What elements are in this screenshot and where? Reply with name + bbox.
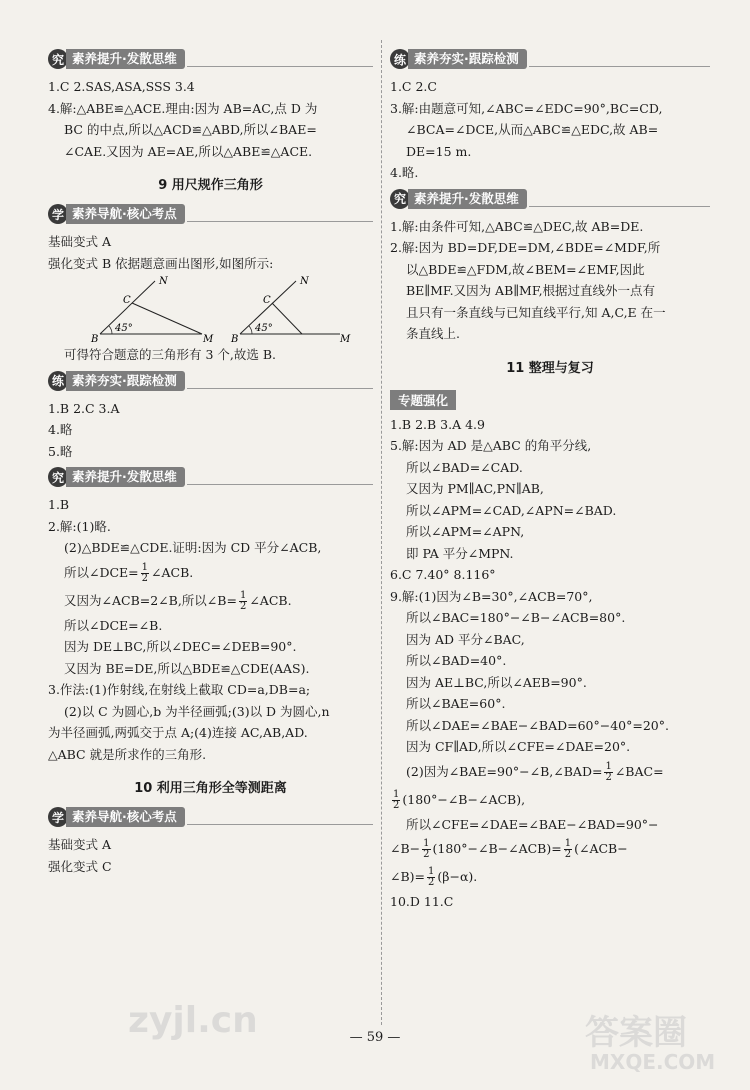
fraction: $\frac{1}{2}$ <box>605 760 612 783</box>
fraction: $\frac{1}{2}$ <box>239 589 247 612</box>
angle-label: 45° <box>255 323 273 334</box>
answer-line: 3.解:由题意可知,∠ABC=∠EDC=90°,BC=CD, <box>390 100 663 116</box>
answer-line: ∠B− $\frac{1}{2}$ (180°−∠B−∠ACB)= $\frac{1}{2}$ (∠ACB− <box>390 838 628 860</box>
answer-line: 10.D 11.C <box>390 894 454 909</box>
answer-line: 基础变式 A <box>48 234 112 249</box>
answer-line: 1.B 2.C 3.A <box>48 400 120 416</box>
header-label: 素养提升·发散思维 <box>66 49 185 69</box>
answer-line: BC 的中点,所以△ACD≌△ABD,所以∠BAE= <box>64 122 317 137</box>
answer-line: 1.B 2.B 3.A 4.9 <box>390 416 485 432</box>
fraction: $\frac{1}{2}$ <box>428 866 435 888</box>
point-label: B <box>231 334 239 342</box>
fraction: $\frac{1}{2}$ <box>423 838 430 860</box>
answer-line: 5.略 <box>48 443 73 459</box>
section-header-learn <box>48 203 373 225</box>
point-label: C <box>263 295 271 306</box>
point-label: N <box>300 276 309 287</box>
section-title-10: 10 利用三角形全等测距离 <box>134 781 287 796</box>
watermark-right-sub: MXQE.COM <box>590 1050 716 1074</box>
answer-line: 所以∠APM=∠APN, <box>406 524 525 539</box>
answer-line: 所以∠BAD=40°. <box>406 653 507 668</box>
header-label: 素养提升·发散思维 <box>408 189 527 209</box>
fraction: $\frac{1}{2}$ <box>564 838 572 860</box>
answer-line: BE∥MF.又因为 AB∥MF,根据过直线外一点有 <box>406 283 656 298</box>
badge-icon: 究 <box>48 49 68 69</box>
header-label: 素养提升·发散思维 <box>66 467 185 487</box>
answer-line: 2.解:因为 BD=DF,DE=DM,∠BDE=∠MDF,所 <box>390 240 661 255</box>
fraction: $\frac{1}{2}$ <box>393 788 400 811</box>
watermark-left: zyjl.cn <box>128 1000 258 1041</box>
answer-line: 因为 AD 平分∠BAC, <box>406 631 525 647</box>
header-label: 素养夯实·跟踪检测 <box>66 371 185 391</box>
answer-line: 基础变式 A <box>48 837 112 852</box>
answer-line: ∠B)= $\frac{1}{2}$ (β−α). <box>390 866 478 888</box>
header-label: 素养夯实·跟踪检测 <box>408 49 527 69</box>
point-label: N <box>159 276 168 287</box>
watermark-right: 答案圈 <box>585 1013 687 1053</box>
badge-icon: 究 <box>390 189 410 209</box>
answer-line: 9.解:(1)因为∠B=30°,∠ACB=70°, <box>390 588 593 604</box>
section-header-explore <box>390 188 710 210</box>
answer-line: DE=15 m. <box>406 143 472 159</box>
section-title-9: 9 用尺规作三角形 <box>158 178 263 193</box>
answer-line: $\frac{1}{2}$ (180°−∠B−∠ACB), <box>393 788 526 811</box>
answer-line: 所以∠DCE= $\frac{1}{2}$ ∠ACB. <box>64 561 194 584</box>
page-number: — 59 — <box>349 1030 401 1045</box>
answer-line: 因为 DE⊥BC,所以∠DEC=∠DEB=90°. <box>64 639 297 654</box>
answer-line: 2.解:(1)略. <box>48 518 111 534</box>
answer-line: ∠BCA=∠DCE,从而△ABC≌△EDC,故 AB= <box>406 122 659 137</box>
topic-header: 专题强化 <box>390 390 456 410</box>
answer-line: 又因为 BE=DE,所以△BDE≌△CDE(AAS). <box>64 660 310 676</box>
answer-line: 所以∠CFE=∠DAE=∠BAE−∠BAD=90°− <box>406 816 659 832</box>
answer-line: 即 PA 平分∠MPN. <box>406 545 514 561</box>
answer-line: ∠CAE.又因为 AE=AE,所以△ABE≌△ACE. <box>64 143 313 159</box>
answer-line: (2)因为∠BAE=90°−∠B,∠BAD= $\frac{1}{2}$ ∠BAC= <box>406 760 664 783</box>
answer-line: 为半径画弧,两弧交于点 A;(4)连接 AC,AB,AD. <box>48 725 308 740</box>
answer-line: 5.解:因为 AD 是△ABC 的角平分线, <box>390 438 592 453</box>
answer-line: 3.作法:(1)作射线,在射线上截取 CD=a,DB=a; <box>48 682 311 697</box>
point-label: M <box>203 334 214 342</box>
answer-line: 因为 CF∥AD,所以∠CFE=∠DAE=20°. <box>406 739 631 754</box>
badge-icon: 练 <box>390 49 410 69</box>
angle-label: 45° <box>115 323 133 334</box>
section-title-11: 11 整理与复习 <box>506 360 594 376</box>
answer-line: 且只有一条直线与已知直线平行,知 A,C,E 在一 <box>406 304 666 320</box>
header-label: 素养导航·核心考点 <box>66 204 185 224</box>
badge-icon: 学 <box>48 807 68 827</box>
point-label: B <box>91 334 99 342</box>
triangle-figure <box>60 276 360 342</box>
answer-line: 强化变式 C <box>48 858 112 874</box>
point-label: M <box>340 334 351 342</box>
answer-line: 所以∠APM=∠CAD,∠APN=∠BAD. <box>406 502 617 518</box>
badge-icon: 练 <box>48 371 68 391</box>
answer-line: 4.略. <box>390 165 419 180</box>
answer-line: 6.C 7.40° 8.116° <box>390 567 496 582</box>
answer-line: 1.B <box>48 497 70 512</box>
answer-line: (2)△BDE≌△CDE.证明:因为 CD 平分∠ACB, <box>64 540 322 555</box>
header-label: 素养导航·核心考点 <box>66 807 185 827</box>
right-column <box>390 44 710 913</box>
column-divider <box>381 40 382 1025</box>
fraction: $\frac{1}{2}$ <box>141 561 149 584</box>
badge-icon: 究 <box>48 467 68 487</box>
answer-line: 所以∠BAC=180°−∠B−∠ACB=80°. <box>406 610 626 625</box>
answer-line: 可得符合题意的三角形有 3 个,故选 B. <box>64 347 277 362</box>
answer-line: 所以∠DAE=∠BAE−∠BAD=60°−40°=20°. <box>406 717 669 733</box>
answer-line: 所以∠BAD=∠CAD. <box>406 459 523 475</box>
answer-line: 1.C 2.SAS,ASA,SSS 3.4 <box>48 79 195 94</box>
point-label: C <box>123 295 131 306</box>
answer-line: 1.解:由条件可知,△ABC≌△DEC,故 AB=DE. <box>390 218 644 234</box>
answer-line: 强化变式 B 依据题意画出图形,如图所示: <box>48 255 274 271</box>
answer-line: 4.略 <box>48 422 73 437</box>
answer-line: 又因为 PM∥AC,PN∥AB, <box>406 481 544 496</box>
answer-line: 又因为∠ACB=2∠B,所以∠B= $\frac{1}{2}$ ∠ACB. <box>64 589 292 612</box>
section-header-explore <box>48 48 373 70</box>
section-header-explore <box>48 466 373 488</box>
answer-line: △ABC 就是所求作的三角形. <box>48 746 207 762</box>
answer-line: 以△BDE≌△FDM,故∠BEM=∠EMF,因此 <box>406 261 645 277</box>
section-header-practice <box>390 48 710 70</box>
badge-icon: 学 <box>48 204 68 224</box>
answer-line: 4.解:△ABE≌△ACE.理由:因为 AB=AC,点 D 为 <box>48 100 318 116</box>
answer-line: 条直线上. <box>406 326 460 341</box>
answer-line: 1.C 2.C <box>390 79 437 94</box>
answer-line: 所以∠DCE=∠B. <box>64 617 163 633</box>
left-column <box>48 44 373 877</box>
answer-line: (2)以 C 为圆心,b 为半径画弧;(3)以 D 为圆心,n <box>64 703 330 719</box>
answer-line: 所以∠BAE=60°. <box>406 696 506 711</box>
answer-line: 因为 AE⊥BC,所以∠AEB=90°. <box>406 674 587 690</box>
section-header-learn <box>48 806 373 828</box>
section-header-practice <box>48 370 373 392</box>
